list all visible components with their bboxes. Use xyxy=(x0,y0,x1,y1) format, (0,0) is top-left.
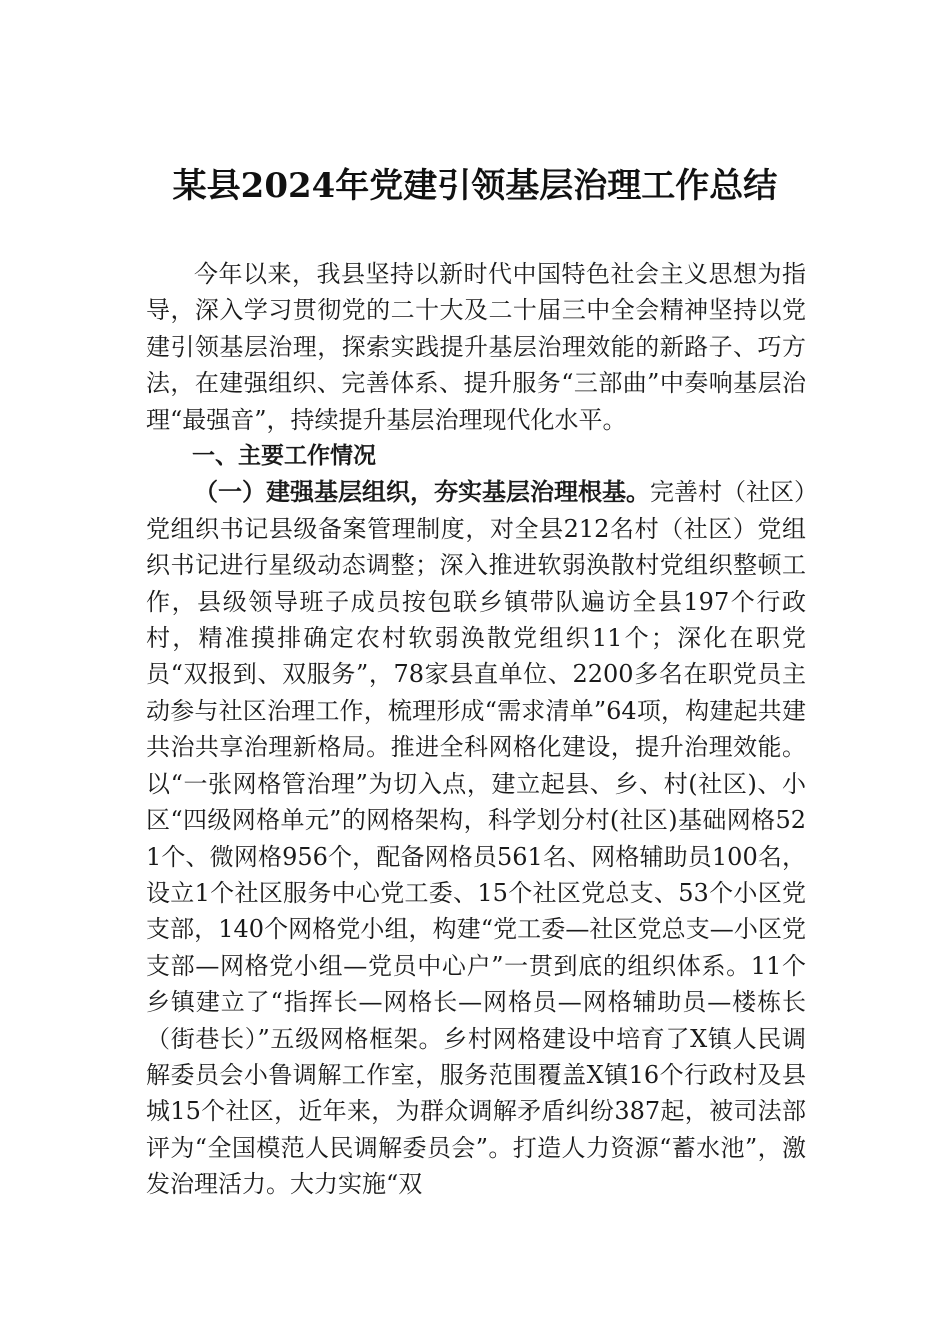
document-body xyxy=(146,256,806,1203)
subsection-paragraph-1 xyxy=(146,474,806,1202)
subsection-heading-1: （一）建强基层组织，夯实基层治理根基。 xyxy=(194,477,650,507)
document-title: 某县2024年党建引领基层治理工作总结 xyxy=(172,166,778,206)
subsection-body-1: 完善村（社区）党组织书记县级备案管理制度，对全县212名村（社区）党组织书记进行星级动态调整；深入推进软弱涣散村党组织整顿工作，县级领导班子成员按包联乡镇带队遍访全县197个行政村，精准摸排确定农村软弱涣散党组织11个；深化在职党员“双报到、双服务”，78家县直单位、2200多名在职党员主动参与社区治理工作，梳理形成“需求清单”64项，构建起共建共治共享治理新格局。推进全科网格化建设，提升治理效能。以“一张网格管治理”为切入点，建立起县、乡、村(社区)、小区“四级网格单元”的网格架构，科学划分村(社区)基础网格521个、微网格956个，配备网格员561名、网格辅助员100名，设立1个社区服务中心党工委、15个社区党总支、53个小区党支部，140个网格党小组，构建“党工委—社区党总支—小区党支部—网格党小组—党员中心户”一贯到底的组织体系。11个乡镇建立了“指挥长—网格长—网格员—网格辅助员—楼栋长（街巷长）”五级网格框架。乡村网格建设中培育了X镇人民调解委员会小鲁调解工作室，服务范围覆盖X镇16个行政村及县城15个社区，近年来，为群众调解矛盾纠纷387起，被司法部评为“全国模范人民调解委员会”。打造人力资源“蓄水池”，激发治理活力。大力实施“双 xyxy=(146,478,806,1199)
section-heading-1: 一、主要工作情况 xyxy=(192,443,376,470)
intro-paragraph: 今年以来，我县坚持以新时代中国特色社会主义思想为指导，深入学习贯彻党的二十大及二十届三中全会精神坚持以党建引领基层治理，探索实践提升基层治理效能的新路子、巧方法，在建强组织、完善体系、提升服务“三部曲”中奏响基层治理“最强音”，持续提升基层治理现代化水平。 xyxy=(146,260,806,434)
